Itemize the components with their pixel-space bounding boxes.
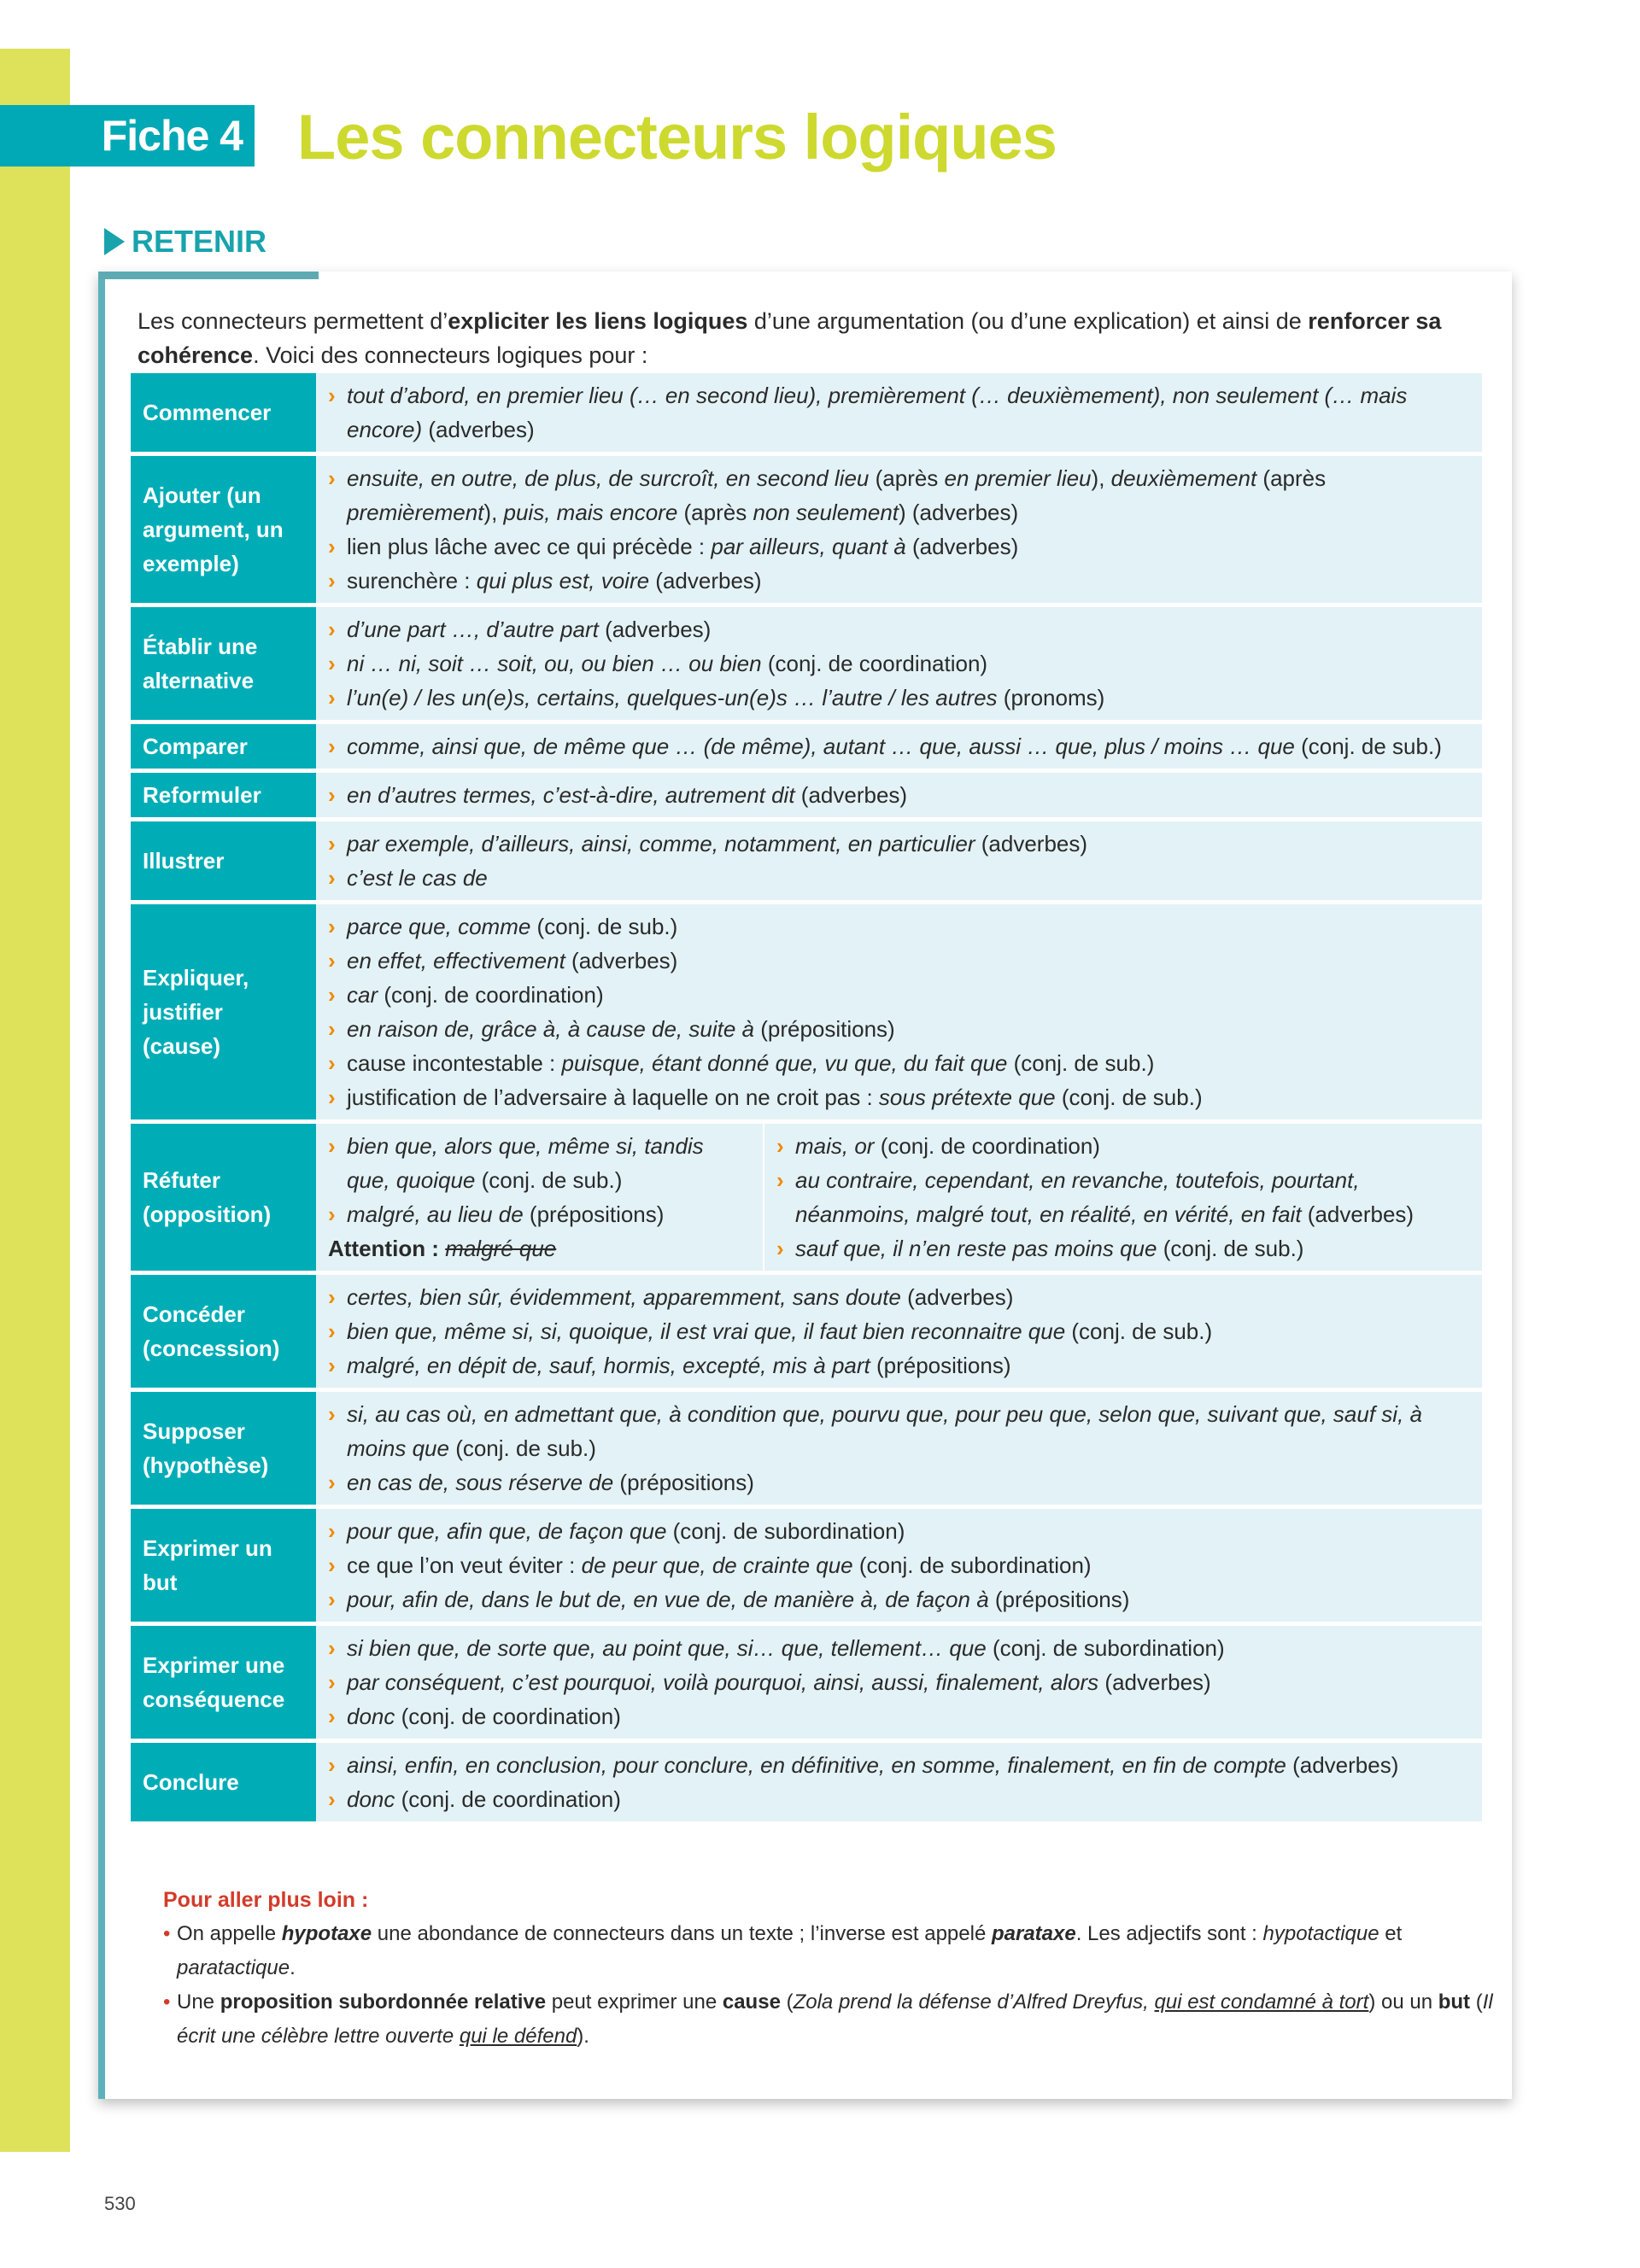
row-content xyxy=(316,773,1482,817)
text-run: parataxe xyxy=(991,1922,1076,1945)
text-run: (adverbes) xyxy=(649,568,762,593)
table-row xyxy=(131,1626,1482,1739)
text-run: surenchère : xyxy=(347,568,477,593)
table-row xyxy=(131,1743,1482,1821)
list-item xyxy=(328,944,1470,978)
list-item xyxy=(776,1129,1470,1163)
text-run: (conj. de coordination) xyxy=(874,1133,1100,1159)
text-run: (conj. de sub.) xyxy=(1294,734,1442,759)
text-run: d’une argumentation (ou d’une explication) et ainsi de xyxy=(747,308,1309,334)
row-content xyxy=(316,1124,1482,1271)
text-run: (prépositions) xyxy=(988,1587,1130,1612)
table-row xyxy=(131,724,1482,769)
row-content xyxy=(316,1275,1482,1388)
list-item xyxy=(328,1748,1470,1782)
list-item xyxy=(328,1080,1470,1114)
text-run: ), xyxy=(483,500,504,525)
chevron-icon: › xyxy=(328,1752,336,1778)
text-run: au contraire, cependant, en revanche, toutefois, pourtant, néanmoins, malgré tout, en réalité, en vérité, en fait xyxy=(795,1167,1360,1227)
text-run: qui est condamné à tort xyxy=(1154,1990,1369,2014)
text-run: (prépositions) xyxy=(613,1470,754,1495)
chevron-icon: › xyxy=(328,685,336,710)
list-item xyxy=(328,1582,1470,1616)
bullet-icon: • xyxy=(163,1922,171,1945)
text-run: (adverbes) xyxy=(975,831,1088,856)
text-run: (conj. de sub.) xyxy=(1157,1236,1304,1261)
text-run: ) (adverbes) xyxy=(899,500,1019,525)
text-run: et xyxy=(1379,1922,1403,1945)
text-run: en d’autres termes, c’est-à-dire, autrement dit xyxy=(347,782,795,808)
text-run: (après xyxy=(869,465,945,491)
row-label: Concéder (concession) xyxy=(131,1275,316,1388)
text-run: Attention : xyxy=(328,1236,446,1261)
list-item xyxy=(328,681,1470,715)
text-run: paratactique xyxy=(177,1956,290,1979)
intro-text xyxy=(138,304,1487,372)
triangle-icon xyxy=(104,228,125,255)
chevron-icon: › xyxy=(328,1284,336,1310)
text-run: (adverbes) xyxy=(1098,1669,1211,1695)
list-item xyxy=(328,612,1470,646)
further-heading: Pour aller plus loin : xyxy=(163,1888,369,1912)
list-item xyxy=(328,1314,1470,1348)
text-run: premièrement xyxy=(347,500,484,525)
text-run: qui plus est, voire xyxy=(476,568,650,593)
text-run: certes, bien sûr, évidemment, apparemment, sans doute xyxy=(347,1284,901,1310)
text-run: ensuite, en outre, de plus, de surcroît, en second lieu xyxy=(347,465,870,491)
chevron-icon: › xyxy=(328,865,336,891)
text-run: ( xyxy=(1470,1990,1483,2014)
row-label: Exprimer une conséquence xyxy=(131,1626,316,1739)
text-run: (conj. de subordination) xyxy=(852,1552,1092,1578)
chevron-icon: › xyxy=(328,383,336,408)
text-run: ( xyxy=(780,1990,794,2014)
row-label: Réfuter (opposition) xyxy=(131,1124,316,1271)
list-item xyxy=(328,1012,1470,1046)
chevron-icon: › xyxy=(328,1552,336,1578)
text-run: d’une part …, d’autre part xyxy=(347,617,599,642)
page-title: Les connecteurs logiques xyxy=(297,102,1057,172)
chevron-icon: › xyxy=(776,1133,784,1159)
chevron-icon: › xyxy=(328,1201,336,1227)
list-item xyxy=(328,461,1470,529)
chevron-icon: › xyxy=(328,1318,336,1344)
row-label: Expliquer, justifier (cause) xyxy=(131,904,316,1119)
list-item xyxy=(328,1548,1470,1582)
text-run: (adverbes) xyxy=(1286,1752,1399,1778)
text-run: puisque, étant donné que, vu que, du fait que xyxy=(561,1050,1008,1076)
row-label: Commencer xyxy=(131,373,316,452)
chevron-icon: › xyxy=(328,1133,336,1159)
text-run: expliciter les liens logiques xyxy=(448,308,748,334)
text-run: hypotactique xyxy=(1262,1922,1379,1945)
list-item xyxy=(328,978,1470,1012)
list-item xyxy=(163,1917,1496,1985)
chevron-icon: › xyxy=(328,1669,336,1695)
text-run: (conj. de subordination) xyxy=(986,1635,1225,1661)
list-item xyxy=(328,1348,1470,1382)
text-run: renforcer sa cohérence xyxy=(138,308,1442,368)
text-run: . xyxy=(290,1956,296,1979)
text-run: par conséquent, c’est pourquoi, voilà pourquoi, ainsi, aussi, finalement, alors xyxy=(347,1669,1099,1695)
text-run: Il écrit une célèbre lettre ouverte xyxy=(177,1990,1493,2048)
text-run: malgré que xyxy=(445,1236,557,1261)
list-item xyxy=(328,646,1470,681)
table-row xyxy=(131,456,1482,603)
list-item xyxy=(328,1699,1470,1733)
list-item xyxy=(328,1280,1470,1314)
row-label: Reformuler xyxy=(131,773,316,817)
box-tab xyxy=(98,272,319,279)
list-item xyxy=(776,1231,1470,1266)
list-item xyxy=(328,1665,1470,1699)
text-run: sauf que, il n’en reste pas moins que xyxy=(795,1236,1157,1261)
chevron-icon: › xyxy=(776,1236,784,1261)
chevron-icon: › xyxy=(328,1587,336,1612)
text-run: sous prétexte que xyxy=(878,1084,1056,1110)
text-run: Une xyxy=(177,1990,220,2014)
text-run: parce que, comme xyxy=(347,914,531,939)
text-run: (conj. de sub.) xyxy=(1065,1318,1213,1344)
chevron-icon: › xyxy=(328,782,336,808)
text-run: une abondance de connecteurs dans un texte ; l’inverse est appelé xyxy=(372,1922,992,1945)
row-label: Ajouter (un argument, un exemple) xyxy=(131,456,316,603)
text-run: (pronoms) xyxy=(997,685,1105,710)
row-content xyxy=(316,1392,1482,1505)
text-run: bien que, alors que, même si, tandis que, quoique xyxy=(347,1133,704,1193)
text-run: si, au cas où, en admettant que, à condition que, pourvu que, pour peu que, selon que, suivant que, sauf si, à moins que xyxy=(347,1401,1422,1461)
text-run: (conj. de sub.) xyxy=(448,1435,596,1461)
chevron-icon: › xyxy=(328,1016,336,1042)
text-run: (conj. de sub.) xyxy=(475,1167,623,1193)
list-item xyxy=(328,1631,1470,1665)
text-run: cause xyxy=(722,1990,781,2014)
row-label: Exprimer un but xyxy=(131,1509,316,1622)
text-run: (prépositions) xyxy=(753,1016,895,1042)
text-run: (conj. de sub.) xyxy=(1007,1050,1155,1076)
connectors-table xyxy=(131,369,1482,1826)
row-content xyxy=(316,1626,1482,1739)
text-run: en cas de, sous réserve de xyxy=(347,1470,614,1495)
text-run: (adverbes) xyxy=(900,1284,1014,1310)
text-run: (conj. de subordination) xyxy=(666,1518,905,1544)
chevron-icon: › xyxy=(328,1786,336,1812)
text-run: bien que, même si, si, quoique, il est vrai que, il faut bien reconnaitre que xyxy=(347,1318,1066,1344)
table-row xyxy=(131,904,1482,1119)
list-item xyxy=(328,778,1470,812)
table-row xyxy=(131,821,1482,900)
text-run: (conj. de sub.) xyxy=(1055,1084,1203,1110)
text-run: hypotaxe xyxy=(281,1922,372,1945)
text-run: (adverbes) xyxy=(422,417,535,442)
row-content xyxy=(316,1743,1482,1821)
text-run: en raison de, grâce à, à cause de, suite à xyxy=(347,1016,754,1042)
text-run: en effet, effectivement xyxy=(347,948,565,973)
list-item xyxy=(776,1163,1470,1231)
text-run: pour, afin de, dans le but de, en vue de, de manière à, de façon à xyxy=(347,1587,989,1612)
side-color-bar xyxy=(0,49,70,2152)
left-column xyxy=(316,1124,764,1271)
chevron-icon: › xyxy=(328,465,336,491)
two-columns xyxy=(316,1124,1482,1271)
text-run: de peur que, de crainte que xyxy=(581,1552,853,1578)
chevron-icon: › xyxy=(328,1401,336,1427)
row-content xyxy=(316,904,1482,1119)
text-run: lien plus lâche avec ce qui précède : xyxy=(347,534,712,559)
list-item xyxy=(328,909,1470,944)
chevron-icon: › xyxy=(328,1635,336,1661)
list-item xyxy=(328,729,1470,763)
row-content xyxy=(316,456,1482,603)
text-run: ni … ni, soit … soit, ou, ou bien … ou bien xyxy=(347,651,762,676)
chevron-icon: › xyxy=(328,1050,336,1076)
text-run: (conj. de coordination) xyxy=(395,1704,621,1729)
text-run: On appelle xyxy=(177,1922,282,1945)
list-item xyxy=(328,378,1470,447)
text-run: (prépositions) xyxy=(523,1201,665,1227)
list-item xyxy=(328,827,1470,861)
text-run: (adverbes) xyxy=(598,617,712,642)
table-row xyxy=(131,1275,1482,1388)
list-item xyxy=(328,529,1470,564)
row-label: Établir une alternative xyxy=(131,607,316,720)
text-run: ) ou un xyxy=(1368,1990,1438,2014)
text-run: (adverbes) xyxy=(1301,1201,1414,1227)
text-run: but xyxy=(1438,1990,1471,2014)
bullet-icon: • xyxy=(163,1990,171,2014)
text-run: (conj. de sub.) xyxy=(530,914,678,939)
text-run: ), xyxy=(1091,465,1111,491)
row-label: Comparer xyxy=(131,724,316,769)
text-run: (conj. de coordination) xyxy=(761,651,988,676)
text-run: l’un(e) / les un(e)s, certains, quelques-un(e)s … l’autre / les autres xyxy=(347,685,998,710)
text-run: car xyxy=(347,982,378,1008)
further-section xyxy=(163,1883,1496,2054)
chevron-icon: › xyxy=(328,1470,336,1495)
text-run: donc xyxy=(347,1704,395,1729)
text-run: (conj. de coordination) xyxy=(378,982,604,1008)
list-item xyxy=(328,1465,1470,1499)
text-run: pour que, afin que, de façon que xyxy=(347,1518,667,1544)
text-run: deuxièmement xyxy=(1110,465,1257,491)
text-run: (après xyxy=(1256,465,1327,491)
text-run: ). xyxy=(577,2025,589,2048)
chevron-icon: › xyxy=(328,1704,336,1729)
list-item xyxy=(328,1197,751,1231)
row-label: Illustrer xyxy=(131,821,316,900)
retenir-box xyxy=(98,272,1512,2099)
text-run: Les connecteurs permettent d’ xyxy=(138,308,448,334)
list-item xyxy=(328,1514,1470,1548)
text-run: mais, or xyxy=(795,1133,875,1159)
chevron-icon: › xyxy=(328,914,336,939)
text-run: . Voici des connecteurs logiques pour : xyxy=(253,342,648,368)
row-content xyxy=(316,821,1482,900)
table-row xyxy=(131,1392,1482,1505)
text-run: par exemple, d’ailleurs, ainsi, comme, notamment, en particulier xyxy=(347,831,975,856)
text-run: proposition subordonnée relative xyxy=(220,1990,547,2014)
table-row xyxy=(131,1124,1482,1271)
text-run: cause incontestable : xyxy=(347,1050,562,1076)
chevron-icon: › xyxy=(328,982,336,1008)
text-run: si bien que, de sorte que, au point que, si… que, tellement… que xyxy=(347,1635,987,1661)
row-content xyxy=(316,1509,1482,1622)
row-content xyxy=(316,607,1482,720)
list-item xyxy=(163,1985,1496,2054)
text-run: par ailleurs, quant à xyxy=(711,534,906,559)
chevron-icon: › xyxy=(328,734,336,759)
list-item xyxy=(328,564,1470,598)
table-row xyxy=(131,1509,1482,1622)
section-label: RETENIR xyxy=(132,224,267,259)
text-run: non seulement xyxy=(753,500,899,525)
text-run: ce que l’on veut éviter : xyxy=(347,1552,582,1578)
text-run: (prépositions) xyxy=(870,1353,1011,1378)
table-row xyxy=(131,607,1482,720)
text-run: donc xyxy=(347,1786,395,1812)
row-label: Conclure xyxy=(131,1743,316,1821)
section-heading xyxy=(104,224,266,260)
text-run: Zola prend la défense d’Alfred Dreyfus, xyxy=(793,1990,1155,2014)
text-run: c’est le cas de xyxy=(347,865,488,891)
row-content xyxy=(316,724,1482,769)
text-run: malgré, au lieu de xyxy=(347,1201,524,1227)
list-item xyxy=(328,1129,751,1197)
text-run: qui le défend xyxy=(459,2025,577,2048)
list-item xyxy=(328,1782,1470,1816)
text-run: peut exprimer une xyxy=(546,1990,723,2014)
chevron-icon: › xyxy=(328,1518,336,1544)
page-number: 530 xyxy=(104,2193,136,2214)
fiche-badge: Fiche 4 xyxy=(0,105,255,167)
chevron-icon: › xyxy=(328,1353,336,1378)
text-run: en premier lieu xyxy=(944,465,1092,491)
row-content xyxy=(316,373,1482,452)
text-run: (après xyxy=(677,500,753,525)
chevron-icon: › xyxy=(328,948,336,973)
text-run: justification de l’adversaire à laquelle on ne croit pas : xyxy=(347,1084,879,1110)
chevron-icon: › xyxy=(328,534,336,559)
text-run: tout d’abord, en premier lieu (… en second lieu), premièrement (… deuxièmement), non seulement (… mais encore) xyxy=(347,383,1408,442)
text-run: (adverbes) xyxy=(905,534,1019,559)
text-run: (adverbes) xyxy=(794,782,908,808)
text-run: (conj. de coordination) xyxy=(395,1786,621,1812)
text-run: (adverbes) xyxy=(565,948,678,973)
attention-note xyxy=(328,1231,751,1266)
chevron-icon: › xyxy=(328,568,336,593)
row-label: Supposer (hypothèse) xyxy=(131,1392,316,1505)
chevron-icon: › xyxy=(328,1084,336,1110)
text-run: comme, ainsi que, de même que … (de même), autant … que, aussi … que, plus / moins … que xyxy=(347,734,1295,759)
chevron-icon: › xyxy=(328,617,336,642)
list-item xyxy=(328,1397,1470,1465)
chevron-icon: › xyxy=(328,651,336,676)
text-run: ainsi, enfin, en conclusion, pour conclure, en définitive, en somme, finalement, en fin de compte xyxy=(347,1752,1286,1778)
text-run: malgré, en dépit de, sauf, hormis, excepté, mis à part xyxy=(347,1353,870,1378)
chevron-icon: › xyxy=(328,831,336,856)
text-run: . Les adjectifs sont : xyxy=(1075,1922,1263,1945)
list-item xyxy=(328,861,1470,895)
table-row xyxy=(131,773,1482,817)
table-row xyxy=(131,373,1482,452)
list-item xyxy=(328,1046,1470,1080)
right-column xyxy=(764,1124,1482,1271)
text-run: puis, mais encore xyxy=(503,500,678,525)
chevron-icon: › xyxy=(776,1167,784,1193)
